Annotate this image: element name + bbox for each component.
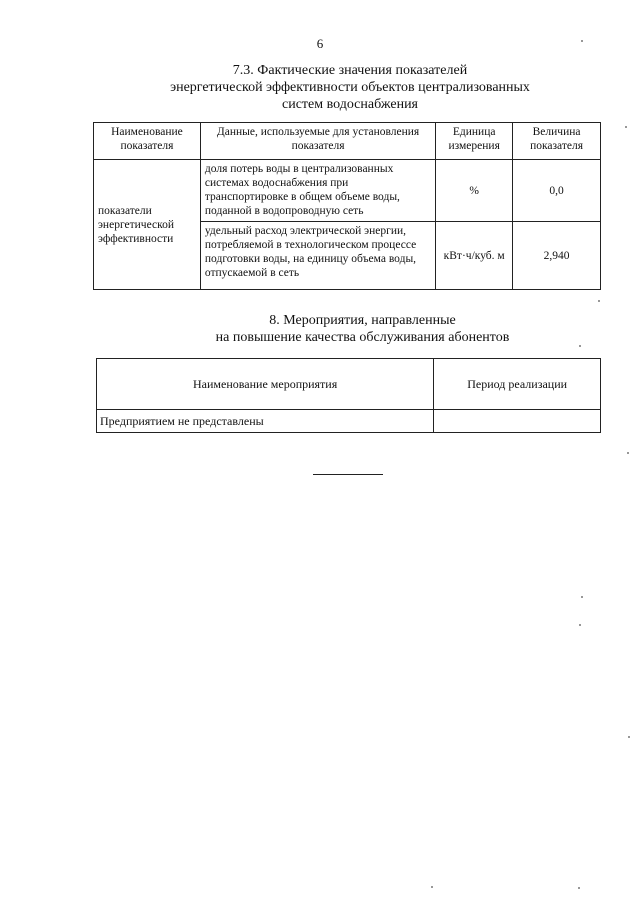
- scan-speck: [625, 126, 627, 128]
- header-indicator-name: Наименование показателя: [94, 123, 201, 160]
- header-measure-name: Наименование мероприятия: [97, 359, 434, 410]
- section-7-title-line: 7.3. Фактические значения показателей: [232, 63, 468, 78]
- row-value: 2,940: [513, 222, 601, 290]
- row-description: удельный расход электрической энергии, потребляемой в технологическом процессе подготовки воды, на единицу объема воды, отпускаемой в сеть: [200, 222, 435, 290]
- header-source-data: Данные, используемые для установления показателя: [200, 123, 435, 160]
- page-number: 6: [316, 36, 324, 51]
- scan-speck: [579, 345, 581, 347]
- section-8-title: [0, 312, 640, 346]
- measure-name-cell: Предприятием не представлены: [97, 410, 434, 433]
- energy-efficiency-table: [93, 122, 601, 290]
- row-unit: %: [436, 160, 513, 222]
- scan-speck: [579, 624, 581, 626]
- row-value: 0,0: [513, 160, 601, 222]
- scan-speck: [627, 452, 629, 454]
- header-period: Период реализации: [434, 359, 601, 410]
- scan-speck: [581, 40, 583, 42]
- section-7-title-line: энергетической эффективности объектов централизованных: [170, 80, 530, 95]
- scan-speck: [581, 596, 583, 598]
- section-7-title-line: систем водоснабжения: [281, 97, 418, 112]
- section-8-title-line: 8. Мероприятия, направленные: [269, 313, 456, 328]
- measure-period-cell: [434, 410, 601, 433]
- end-of-text-rule: [313, 474, 383, 475]
- scan-speck: [578, 887, 580, 889]
- scan-speck: [628, 736, 630, 738]
- section-7-title: [0, 62, 640, 113]
- measures-table: [96, 358, 601, 433]
- row-description: доля потерь воды в централизованных системах водоснабжения при транспортировке в общем объеме воды, поданной в водопроводную сеть: [200, 160, 435, 222]
- table-header-row: [97, 359, 601, 410]
- table-row: [97, 410, 601, 433]
- table-header-row: [94, 123, 601, 160]
- section-8-title-line: на повышение качества обслуживания абонентов: [215, 330, 510, 345]
- header-unit: Единица измерения: [436, 123, 513, 160]
- row-unit: кВт·ч/куб. м: [436, 222, 513, 290]
- table-row: [94, 160, 601, 222]
- scan-speck: [431, 886, 433, 888]
- header-value: Величина показателя: [513, 123, 601, 160]
- scan-speck: [598, 300, 600, 302]
- indicator-group-label: показатели энергетической эффективности: [94, 160, 201, 290]
